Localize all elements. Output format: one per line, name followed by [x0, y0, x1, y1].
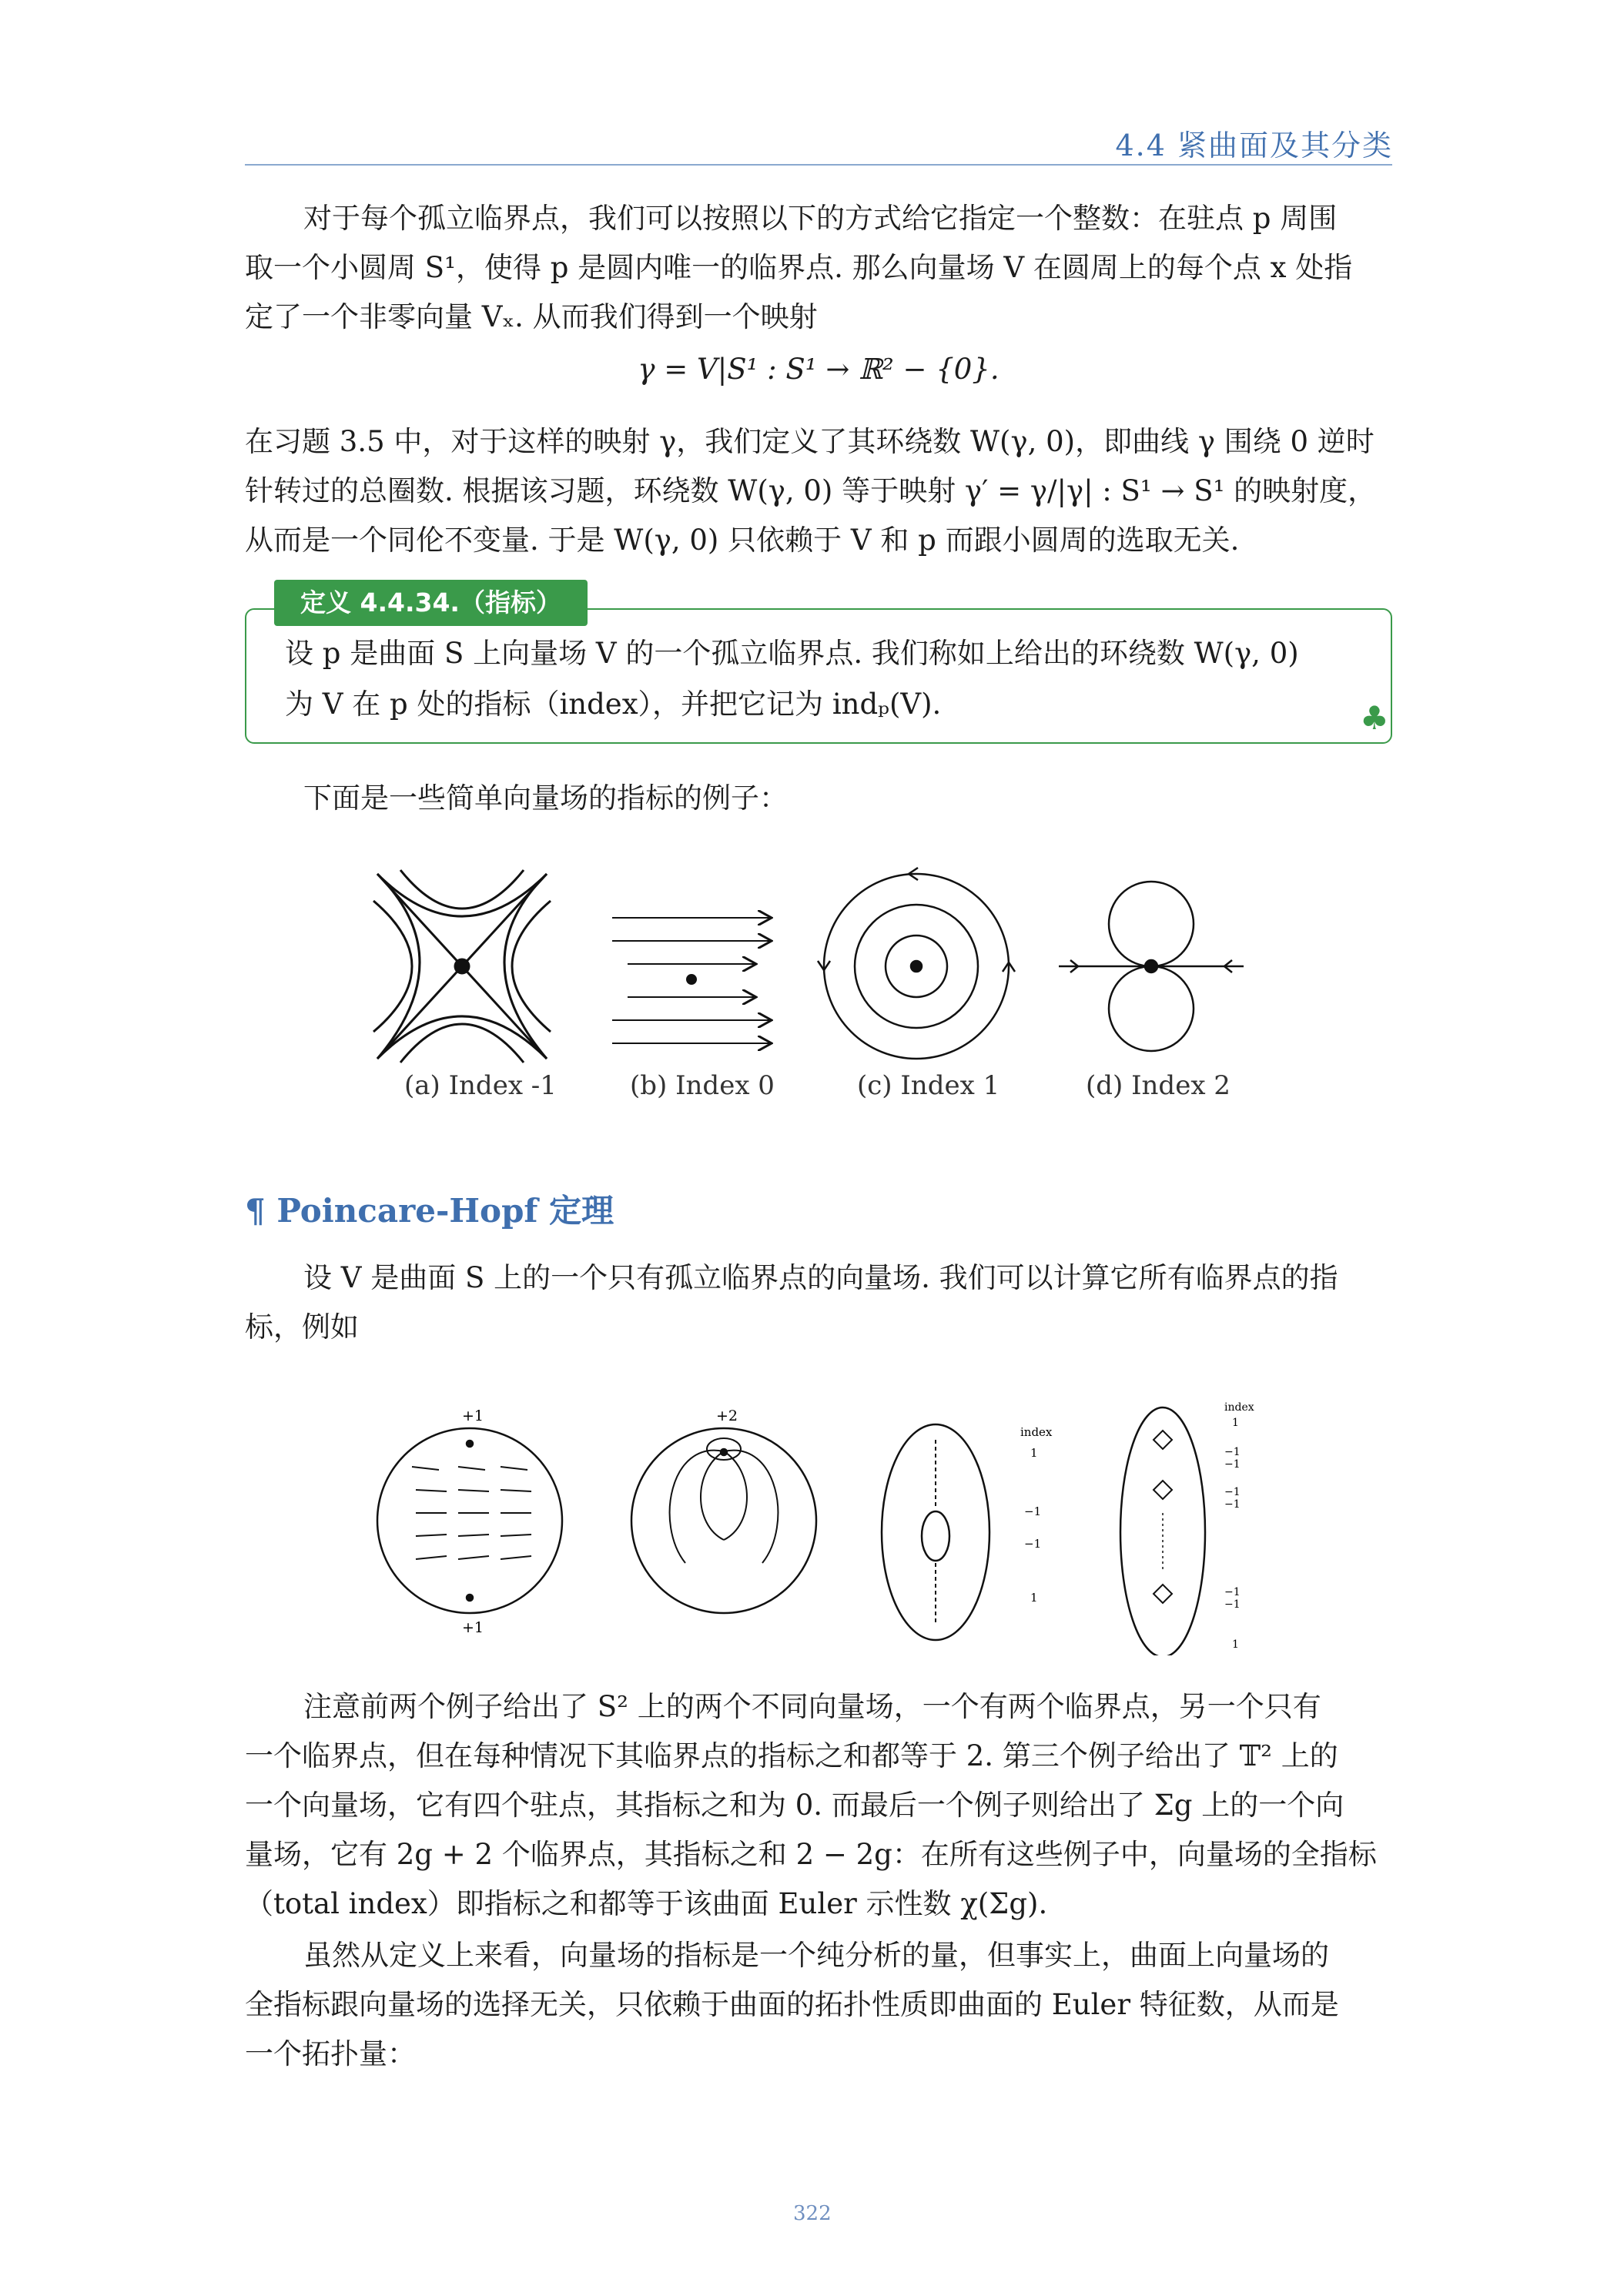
genus-index-value: −1 — [1224, 1446, 1241, 1458]
genus-index-header: index — [1224, 1401, 1254, 1414]
torus-index-value: −1 — [1024, 1504, 1042, 1518]
text-line: 量场，它有 2g + 2 个临界点，其指标之和 2 − 2g：在所有这些例子中，向量场的全指标 — [245, 1838, 1377, 1871]
paragraph-examples-explained — [245, 1682, 1392, 1929]
text-line: 下面是一些简单向量场的指标的例子： — [303, 782, 788, 815]
genus-surface-diagram — [1120, 1407, 1205, 1655]
index-examples-figure — [370, 862, 1263, 1070]
genus-index-value: −1 — [1224, 1498, 1241, 1511]
sphere-two-diagram — [631, 1428, 816, 1613]
figure-caption-c: (c) Index 1 — [857, 1070, 1000, 1101]
uniform-flow-diagram — [612, 918, 770, 1043]
text-line: 设 p 是曲面 S 上向量场 V 的一个孤立临界点. 我们称如上给出的环绕数 W(γ, 0) — [285, 637, 1299, 670]
genus-index-value: −1 — [1224, 1486, 1241, 1498]
text-line: 一个拓扑量： — [245, 2037, 416, 2070]
genus-index-value: 1 — [1232, 1417, 1239, 1429]
running-header: 4.4 紧曲面及其分类 — [1115, 129, 1393, 162]
torus-diagram — [882, 1424, 989, 1640]
display-equation: γ = V|S¹ : S¹ → ℝ² − {0}. — [638, 353, 1000, 386]
sphere-two-top-label: +2 — [716, 1407, 738, 1424]
text-line: 取一个小圆周 S¹，使得 p 是圆内唯一的临界点. 那么向量场 V 在圆周上的每个点 x 处指 — [245, 251, 1353, 284]
text-line: 设 V 是曲面 S 上的一个只有孤立临界点的向量场. 我们可以计算它所有临界点的指 — [303, 1261, 1338, 1294]
text-line: 全指标跟向量场的选择无关，只依赖于曲面的拓扑性质即曲面的 Euler 特征数，从而是 — [245, 1988, 1339, 2021]
text-line: 虽然从定义上来看，向量场的指标是一个纯分析的量，但事实上，曲面上向量场的 — [303, 1939, 1329, 1972]
text-line: 在习题 3.5 中，对于这样的映射 γ，我们定义了其环绕数 W(γ, 0)，即曲线 γ 围绕 0 逆时 — [245, 425, 1375, 458]
text-line: 为 V 在 p 处的指标（index），并把它记为 indₚ(V). — [285, 688, 942, 721]
surface-examples-figure — [370, 1386, 1263, 1655]
sphere-one-bottom-label: +1 — [462, 1619, 484, 1636]
text-line: 一个临界点，但在每种情况下其临界点的指标之和都等于 2. 第三个例子给出了 𝕋² 上的 — [245, 1739, 1338, 1772]
paragraph-examples-intro — [245, 774, 1392, 823]
torus-index-value: 1 — [1030, 1591, 1038, 1605]
section-heading: ¶ Poincare-Hopf 定理 — [245, 1192, 614, 1230]
figure-caption-b: (b) Index 0 — [630, 1070, 775, 1101]
text-line: 标，例如 — [245, 1310, 359, 1344]
sphere-one-top-label: +1 — [462, 1407, 484, 1424]
paragraph-topological-invariant — [245, 1931, 1392, 2079]
text-line: 对于每个孤立临界点，我们可以按照以下的方式给它指定一个整数：在驻点 p 周围 — [303, 202, 1338, 235]
text-line: 定了一个非零向量 Vₓ. 从而我们得到一个映射 — [245, 300, 818, 333]
definition-text — [285, 628, 1378, 730]
torus-index-header: index — [1020, 1425, 1053, 1439]
torus-index-value: −1 — [1024, 1537, 1042, 1551]
center-diagram — [818, 868, 1015, 1059]
paragraph-winding-number — [245, 417, 1392, 565]
torus-index-value: 1 — [1030, 1446, 1038, 1460]
page-number: 322 — [793, 2202, 832, 2225]
dipole-diagram — [1059, 882, 1244, 1051]
figure-caption-d: (d) Index 2 — [1086, 1070, 1231, 1101]
header-rule — [245, 164, 1392, 166]
club-icon: ♣ — [1360, 699, 1389, 737]
genus-index-value: −1 — [1224, 1586, 1241, 1598]
text-line: 一个向量场，它有四个驻点，其指标之和为 0. 而最后一个例子则给出了 Σg 上的一个向 — [245, 1789, 1344, 1822]
paragraph-critical-point-intro — [245, 194, 1392, 342]
text-line: （total index）即指标之和都等于该曲面 Euler 示性数 χ(Σg). — [245, 1887, 1048, 1920]
genus-index-value: −1 — [1224, 1598, 1241, 1611]
saddle-diagram — [373, 870, 551, 1063]
paragraph-total-index-intro — [245, 1253, 1392, 1352]
genus-index-value: 1 — [1232, 1638, 1239, 1651]
figure-caption-a: (a) Index -1 — [404, 1070, 557, 1101]
text-line: 针转过的总圈数. 根据该习题，环绕数 W(γ, 0) 等于映射 γ′ = γ/|γ| : S¹ → S¹ 的映射度， — [245, 474, 1377, 507]
text-line: 注意前两个例子给出了 S² 上的两个不同向量场，一个有两个临界点，另一个只有 — [303, 1690, 1321, 1723]
genus-index-value: −1 — [1224, 1458, 1241, 1471]
definition-tag: 定义 4.4.34.（指标） — [274, 580, 588, 626]
sphere-one-diagram — [377, 1428, 562, 1613]
text-line: 从而是一个同伦不变量. 于是 W(γ, 0) 只依赖于 V 和 p 而跟小圆周的选取无关. — [245, 524, 1240, 557]
